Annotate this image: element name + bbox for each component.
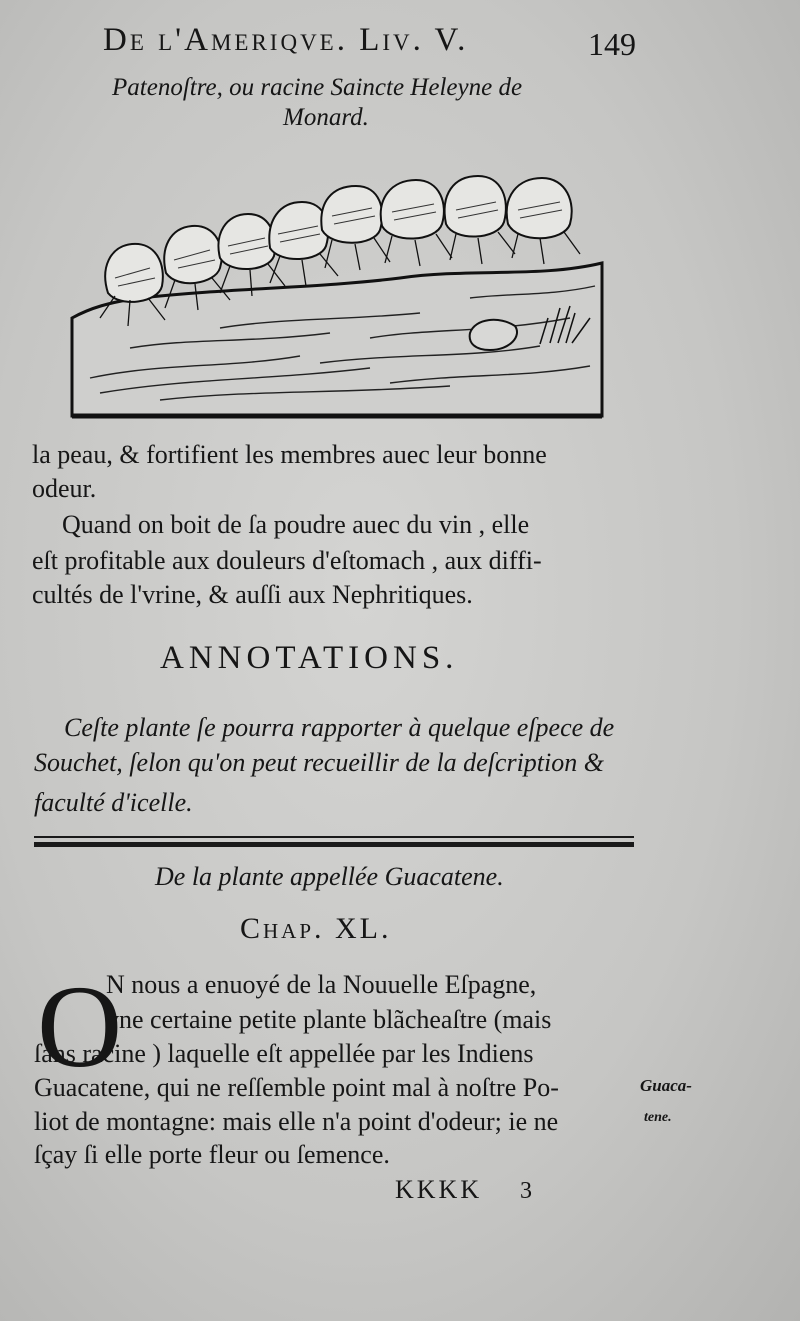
section-rule-thick bbox=[34, 842, 634, 847]
page-number: 149 bbox=[588, 26, 636, 62]
figure-caption-line-1: Patenoſtre, ou racine Saincte Heleyne de bbox=[112, 74, 523, 101]
chapter-line-5: liot de montagne: mais elle n'a point d'odeur; ie ne bbox=[34, 1107, 559, 1136]
figure-caption-line-2: Monard. bbox=[283, 104, 369, 131]
body-line-3: Quand on boit de ſa poudre auec du vin , elle bbox=[62, 510, 530, 539]
drop-cap: O bbox=[37, 961, 123, 1092]
annotations-heading: ANNOTATIONS. bbox=[160, 640, 459, 676]
annotation-line-3: faculté d'icelle. bbox=[34, 788, 193, 817]
signature-mark: KKKK bbox=[395, 1175, 483, 1204]
annotation-line-2: Souchet, ſelon qu'on peut recueillir de la deſcription & bbox=[34, 748, 604, 777]
body-line-5: cultés de l'vrine, & auſſi aux Nephritiques. bbox=[32, 580, 473, 609]
margin-note-line-1: Guaca- bbox=[640, 1076, 692, 1095]
signature-number: 3 bbox=[520, 1178, 532, 1204]
section-rule-thin bbox=[34, 836, 634, 838]
chapter-line-6: ſçay ſi elle porte fleur ou ſemence. bbox=[34, 1140, 390, 1169]
chapter-line-3: ſans racine ) laquelle eſt appellée par les Indiens bbox=[34, 1039, 534, 1068]
running-title: De l'Ameriqve. Liv. V. bbox=[103, 22, 469, 58]
body-line-1: la peau, & fortifient les membres auec leur bonne bbox=[32, 440, 547, 469]
body-line-4: eſt profitable aux douleurs d'eſtomach , aux diffi- bbox=[32, 546, 542, 575]
body-line-2: odeur. bbox=[32, 474, 97, 503]
woodcut-illustration bbox=[70, 168, 610, 420]
margin-note-line-2: tene. bbox=[644, 1110, 672, 1125]
chapter-line-1: N nous a enuoyé de la Nouuelle Eſpagne, bbox=[106, 970, 537, 999]
chapter-line-4: Guacatene, qui ne reſſemble point mal à noſtre Po- bbox=[34, 1073, 559, 1102]
chapter-subtitle: De la plante appellée Guacatene. bbox=[155, 862, 504, 891]
chapter-line-2: vne certaine petite plante blãcheaſtre (mais bbox=[106, 1005, 552, 1034]
chapter-number: Chap. XL. bbox=[240, 912, 392, 945]
annotation-line-1: Ceſte plante ſe pourra rapporter à quelque eſpece de bbox=[64, 713, 615, 742]
